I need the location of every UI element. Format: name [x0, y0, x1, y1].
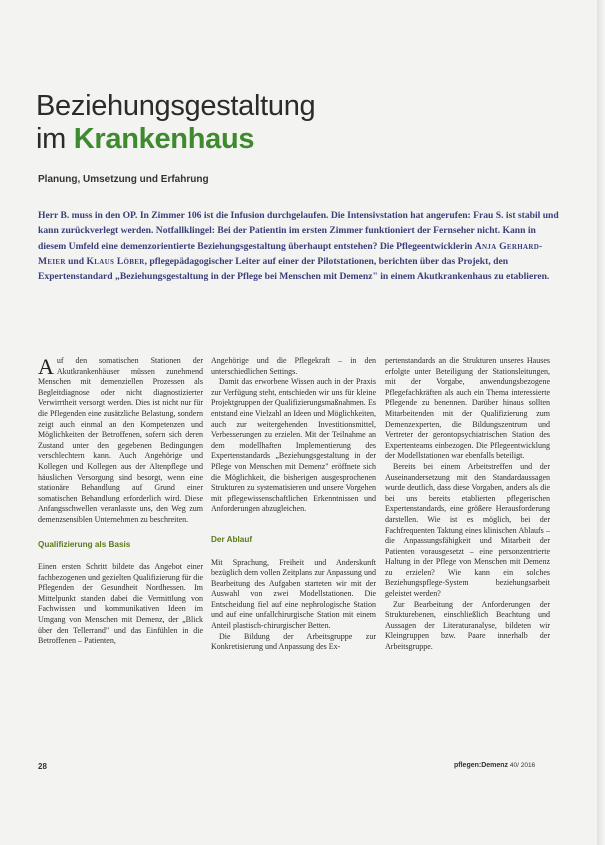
- magazine-footer: [454, 762, 535, 769]
- paragraph: Bereits bei einem Arbeitstreffen und der Auseinandersetzung mit den Standardaussagen wurde deutlich, dass diese Vorgaben, anders als die bei uns bereits etablierten pflegerischen Expertenstandards, eine größere Herausforderung darstellen. Wie ist es möglich, bei der Fachfrequenten Taktung eines klinischen Ablaufs – die Anpassungsfähigkeit und Mitarbeit der Patienten vorausgesetzt – eine personzentrierte Haltung in der Pflege von Menschen mit Demenz zu erzielen? Wie kann ein solches Beziehungspflege-System beziehungsarbeit geleistet werden?: [385, 461, 550, 599]
- paragraph: Die Bildung der Arbeitsgruppe zur Konkretisierung und Anpassung des Ex-: [211, 631, 376, 652]
- article-subtitle: Planung, Umsetzung und Erfahrung: [38, 174, 209, 185]
- lead-text-2: und: [65, 255, 87, 267]
- paragraph: Zur Bearbeitung der Anforderungen der Strukturebenen, einschließlich Beachtung und Aussagen der Literaturanalyse, bildeten wir Kleingruppen bzw. Paare innerhalb der Arbeitsgruppe.: [385, 599, 550, 652]
- text-column-3: [385, 356, 550, 653]
- paragraph: Mit Sprachung, Freiheit und Anderskunft bezüglich dem vollen Zeitplans zur Anpassung und Bearbeitung des Aufgaben starteten wir mit der Auswahl von zwei Modellstationen. Die Entscheidung fiel auf eine nephrologische Station und auf eine unfallchirurgische Station mit einem Anteil plastisch-chirurgischer Betten.: [211, 557, 376, 631]
- paragraph: Einen ersten Schritt bildete das Angebot einer fachbezogenen und gezielten Qualifizierung für die Pflegenden der Gesundheit Nordhessen. Im Mittelpunkt standen dabei die Vermittlung von Fachwissen und kommunikativen Ideen im Umgang von Menschen mit Demenz, der „Blick über den Tellerrand" und das Einfühlen in die Betroffenen – Patienten,: [38, 562, 203, 646]
- lead-text-3: , pflegepädagogischer Leiter auf einer der Pilotstationen, berichten über das Projekt, den Expertenstandard „Beziehungsgestaltung in der Pflege bei Menschen mit Demenz" in einem Akutkrankenhaus zu etablieren.: [38, 255, 550, 283]
- page-number: 28: [38, 762, 47, 771]
- lead-author-2: Klaus Löber: [86, 255, 145, 267]
- title-line-2-prefix: im: [36, 123, 74, 155]
- title-line-2: [36, 123, 315, 156]
- paragraph: [38, 356, 203, 526]
- lead-text-1: Herr B. muss in den OP. In Zimmer 106 ist die Infusion durchgelaufen. Die Intensivstation hat angerufen: Frau S. ist stabil und kann zurückverlegt werden. Notfallklingel: Bei der Patientin im ersten Zimmer funktioniert der Fernseher nicht. Kann in diesem Umfeld eine demenzorientierte Beziehungsgestaltung überhaupt entstehen? Die Pflegeentwicklerin: [38, 210, 559, 252]
- issue-number: 40/ 2016: [509, 762, 536, 769]
- section-heading-qualifizierung: Qualifizierung als Basis: [38, 539, 131, 549]
- paragraph: Angehörige und die Pflegekraft – in den unterschiedlichen Settings.: [211, 356, 376, 376]
- title-highlight: Krankenhaus: [73, 123, 255, 155]
- section-heading-ablauf: Der Ablauf: [211, 534, 253, 544]
- magazine-name: pflegen:Demenz: [454, 762, 509, 769]
- drop-cap: A: [38, 354, 54, 379]
- paragraph-text: uf den somatischen Stationen der Akutkrankenhäuser müssen zunehmend Menschen mit demenziellen Prozessen als Begleitdiagnose oder nicht diagnostizierter Verwirrtheit versorgt werden. Dies ist nicht nur für die Pflegenden eine zusätzliche Belastung, sondern zeigt auch einmal an den Kompetenzen und Möglichkeiten der Betroffenen, sofern sich deren Zustand unter den gegebenen Bedingungen verschlechtern kann. Auch Angehörige und Kollegen und Kollegen aus der Altenpflege und häuslichen Versorgung sind besorgt, wenn eine stationäre Behandlung auf Grund einer somatischen Behandlung erforderlich wird. Diese Anfangsschwellen veranlasste uns, den Weg zum demenzsensiblen Unternehmen zu beschreiten.: [38, 356, 203, 524]
- article-lead: [38, 208, 566, 284]
- text-column-2: [211, 356, 376, 653]
- lead-author-1: Anja Gerhard-Meier: [38, 240, 543, 267]
- article-title: [36, 90, 315, 156]
- page-edge-shadow: [597, 0, 605, 845]
- paragraph: Damit das erworbene Wissen auch in der Praxis zur Verfügung steht, entschieden wir uns für kleine Projektgruppen der Qualifizierungsmaßnahmen. Es entstand eine Vielzahl an Ideen und Möglichkeiten, auch zur weitergehenden Investitionsmittel, Verbesserungen zu erzielen. Mit der Teilnahme an dem modellhaften Implementierung des Expertenstandards „Beziehungsgestaltung in der Pflege von Menschen mit Demenz" eröffnete sich die Möglichkeit, die bisherigen ausgesprochenen Strukturen zu systematisieren und unsere Vorgehen mit pflegewissenschaftlichen Erkenntnissen und Anforderungen abzugleichen.: [211, 377, 376, 514]
- text-column-1: [38, 356, 203, 647]
- title-line-1: Beziehungsgestaltung: [36, 90, 316, 122]
- paragraph: pertenstandards an die Strukturen unseres Hauses erfolgte unter Beteiligung der Stationsleitungen, mit der Vorgabe, anwendungsbezogene Pflegefachkräften als auch ein Thema interessierte Pflegende zu benennen. Darüber hinaus sollten Mitarbeitenden mit der Qualifizierung zum Demenzexperten, die Bildungszentrum und Vertreter der gerontopsychiatrischen Station des Expertenteams einbezogen. Die Pflegeentwicklung der Modellstationen war ebenfalls beteiligt.: [385, 356, 550, 461]
